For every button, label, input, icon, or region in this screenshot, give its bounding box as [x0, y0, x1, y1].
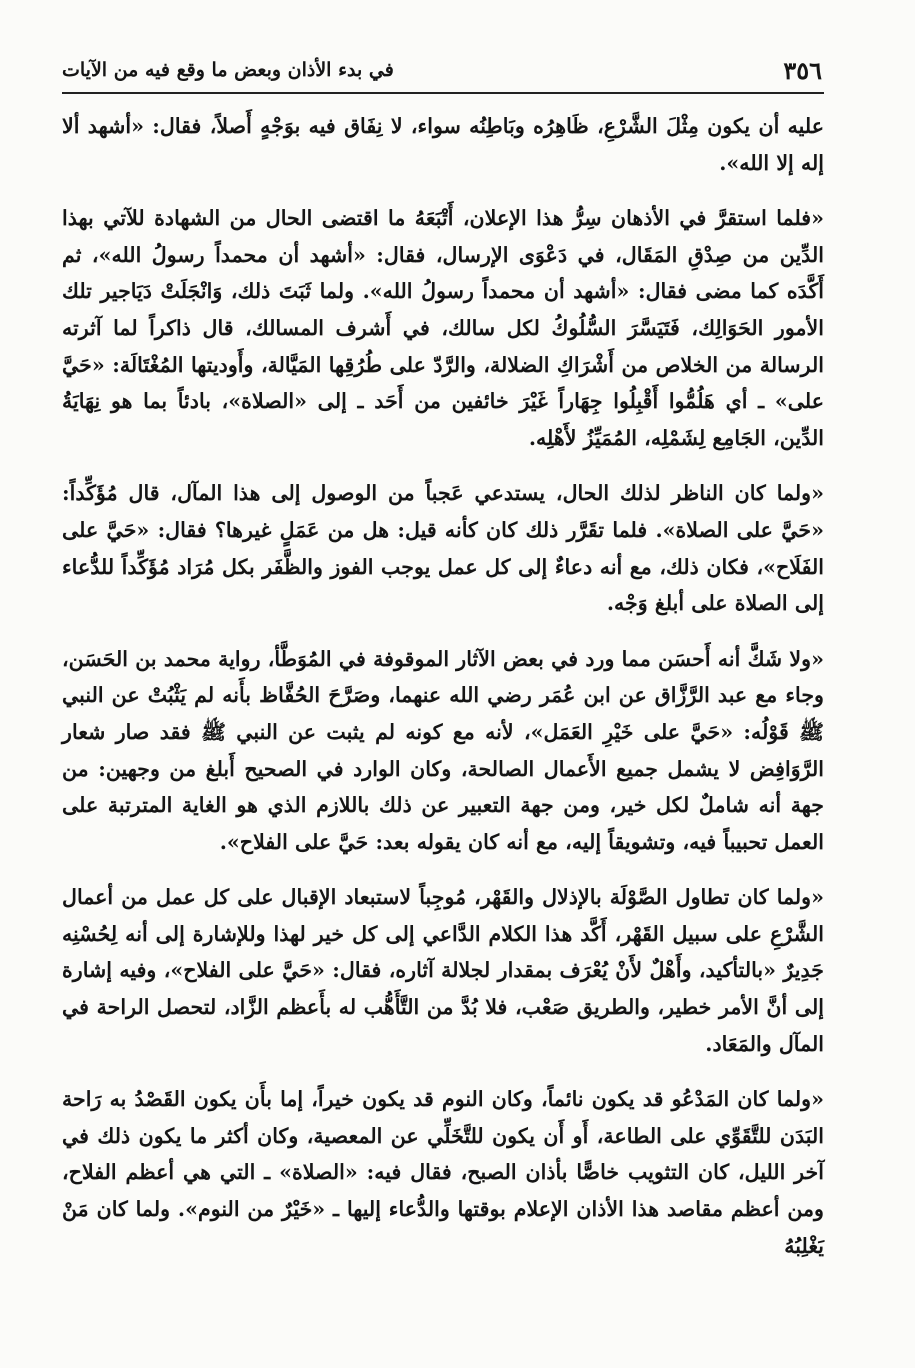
paragraph-2: «فلما استقرَّ في الأذهان سِرُّ هذا الإعلان، أَتْبَعَهُ ما اقتضى الحال من الشهادة للآتي بهذا الدِّين من صِدْقِ المَقَال، في دَعْوَى الإرسال، فقال: «أشهد أن محمداً رسولُ الله»، ثم أَكَّدَه كما مضى فقال: «أشهد أن محمداً رسولُ الله». ولما ثَبَتَ ذلك، وَانْجَلَتْ دَيَاجير تلك الأمور الحَوَالِك، فَتَيَسَّرَ السُّلُوكُ لكل سالك، في أَشرف المسالك، قال ذاكراً لما آثرته الرسالة من الخلاص من أَشْرَاكِ الضلالة، والرَّدّ على طُرُقِها المَيَّالة، وأَوديتها المُغْتَالَة: «حَيَّ على» ـ أي هَلُمُّوا أَقْبِلُوا جِهَاراً غَيْرَ خائفين من أَحَد ـ إلى «الصلاة»، بادئاً بما هو نِهَايَةُ الدِّين، الجَامِع لِشَمْلِه، المُمَيِّزُ لأَهْلِه. [62, 206, 824, 450]
paragraph-4: «ولا شَكَّ أنه أَحسَن مما ورد في بعض الآثار الموقوفة في المُوَطَّأ، رواية محمد بن الحَسَن، وجاء مع عبد الرَّزَّاق عن ابن عُمَر رضي الله عنهما، وصَرَّحَ الحُفَّاظ بأَنه لم يَثْبُتْ عن النبي ﷺ قَوْلُه: «حَيَّ على خَيْرِ العَمَل»، لأنه مع كونه لم يثبت عن النبي ﷺ فقد صار شعار الرَّوَافِض لا يشمل جميع الأَعمال الصالحة، وكان الوارد في الصحيح أَبلغ من وجهين: من جهة أنه شاملٌ لكل خير، ومن جهة التعبير عن ذلك باللازم الذي هو الغاية المترتبة على العمل تحبيباً فيه، وتشويقاً إليه، مع أنه كان يقوله بعد: حَيَّ على الفلاح». [62, 646, 824, 854]
paragraph-5: «ولما كان تطاول الصَّوْلَة بالإذلال والقَهْر، مُوجِباً لاستبعاد الإقبال على كل عمل من أعمال الشَّرْعِ على سبيل القَهْر، أَكَّد هذا الكلام الدَّاعي إلى كل خير لهذا وللإشارة إلى أنه لِحُسْنِه جَدِيرٌ «بالتأكيد، وأَهْلٌ لأَنْ يُعْرَف بمقدار لجلالة آثاره، فقال: «حَيَّ على الفلاح»، وفيه إشارة إلى أنَّ الأمر خطير، والطريق صَعْب، فلا بُدَّ من التَّأَهُّب له بأَعظم الزَّاد، لتحصل الراحة في المآل والمَعَاد. [62, 885, 824, 1056]
page-body [62, 108, 824, 1264]
page-number: ٣٥٦ [783, 56, 822, 85]
paragraph-6: «ولما كان المَدْعُو قد يكون نائماً، وكان النوم قد يكون خيراً، إما بأَن يكون القَصْدُ به رَاحة البَدَن للتَّقَوِّي على الطاعة، أَو أَن يكون للتَّخَلِّي عن المعصية، وكان أكثر ما يكون ذلك في آخر الليل، كان التثويب خاصًّا بأذان الصبح، فقال فيه: «الصلاة» ـ التي هي أعظم الفلاح، ومن أعظم مقاصد هذا الأذان الإعلام بوقتها والدُّعاء إليها ـ «خَيْرٌ من النوم». ولما كان مَنْ يَغْلِبُهُ [62, 1087, 824, 1258]
paragraph-3: «ولما كان الناظر لذلك الحال، يستدعي عَجباً من الوصول إلى هذا المآل، قال مُؤَكِّداً: «حَيَّ على الصلاة». فلما تقَرَّر ذلك كان كأنه قيل: هل من عَمَلٍ غيرها؟ فقال: «حَيَّ على الفَلَاح»، فكان ذلك، مع أنه دعاءٌ إلى كل عمل يوجب الفوز والظَّفَر بكل مُرَاد مُؤَكِّداً للدُّعاء إلى الصلاة على أبلغ وَجْه. [62, 481, 824, 616]
paragraph-1: عليه أن يكون مِثْلَ الشَّرْعِ، ظَاهِرُه وبَاطِنُه سواء، لا نِفَاق فيه بوَجْهٍ أَصلاً، فقال: «أشهد ألا إله إلا الله». [62, 114, 824, 175]
header-divider [62, 92, 824, 94]
page-header [62, 56, 822, 90]
running-title: في بدء الأذان وبعض ما وقع فيه من الآيات [62, 59, 394, 81]
